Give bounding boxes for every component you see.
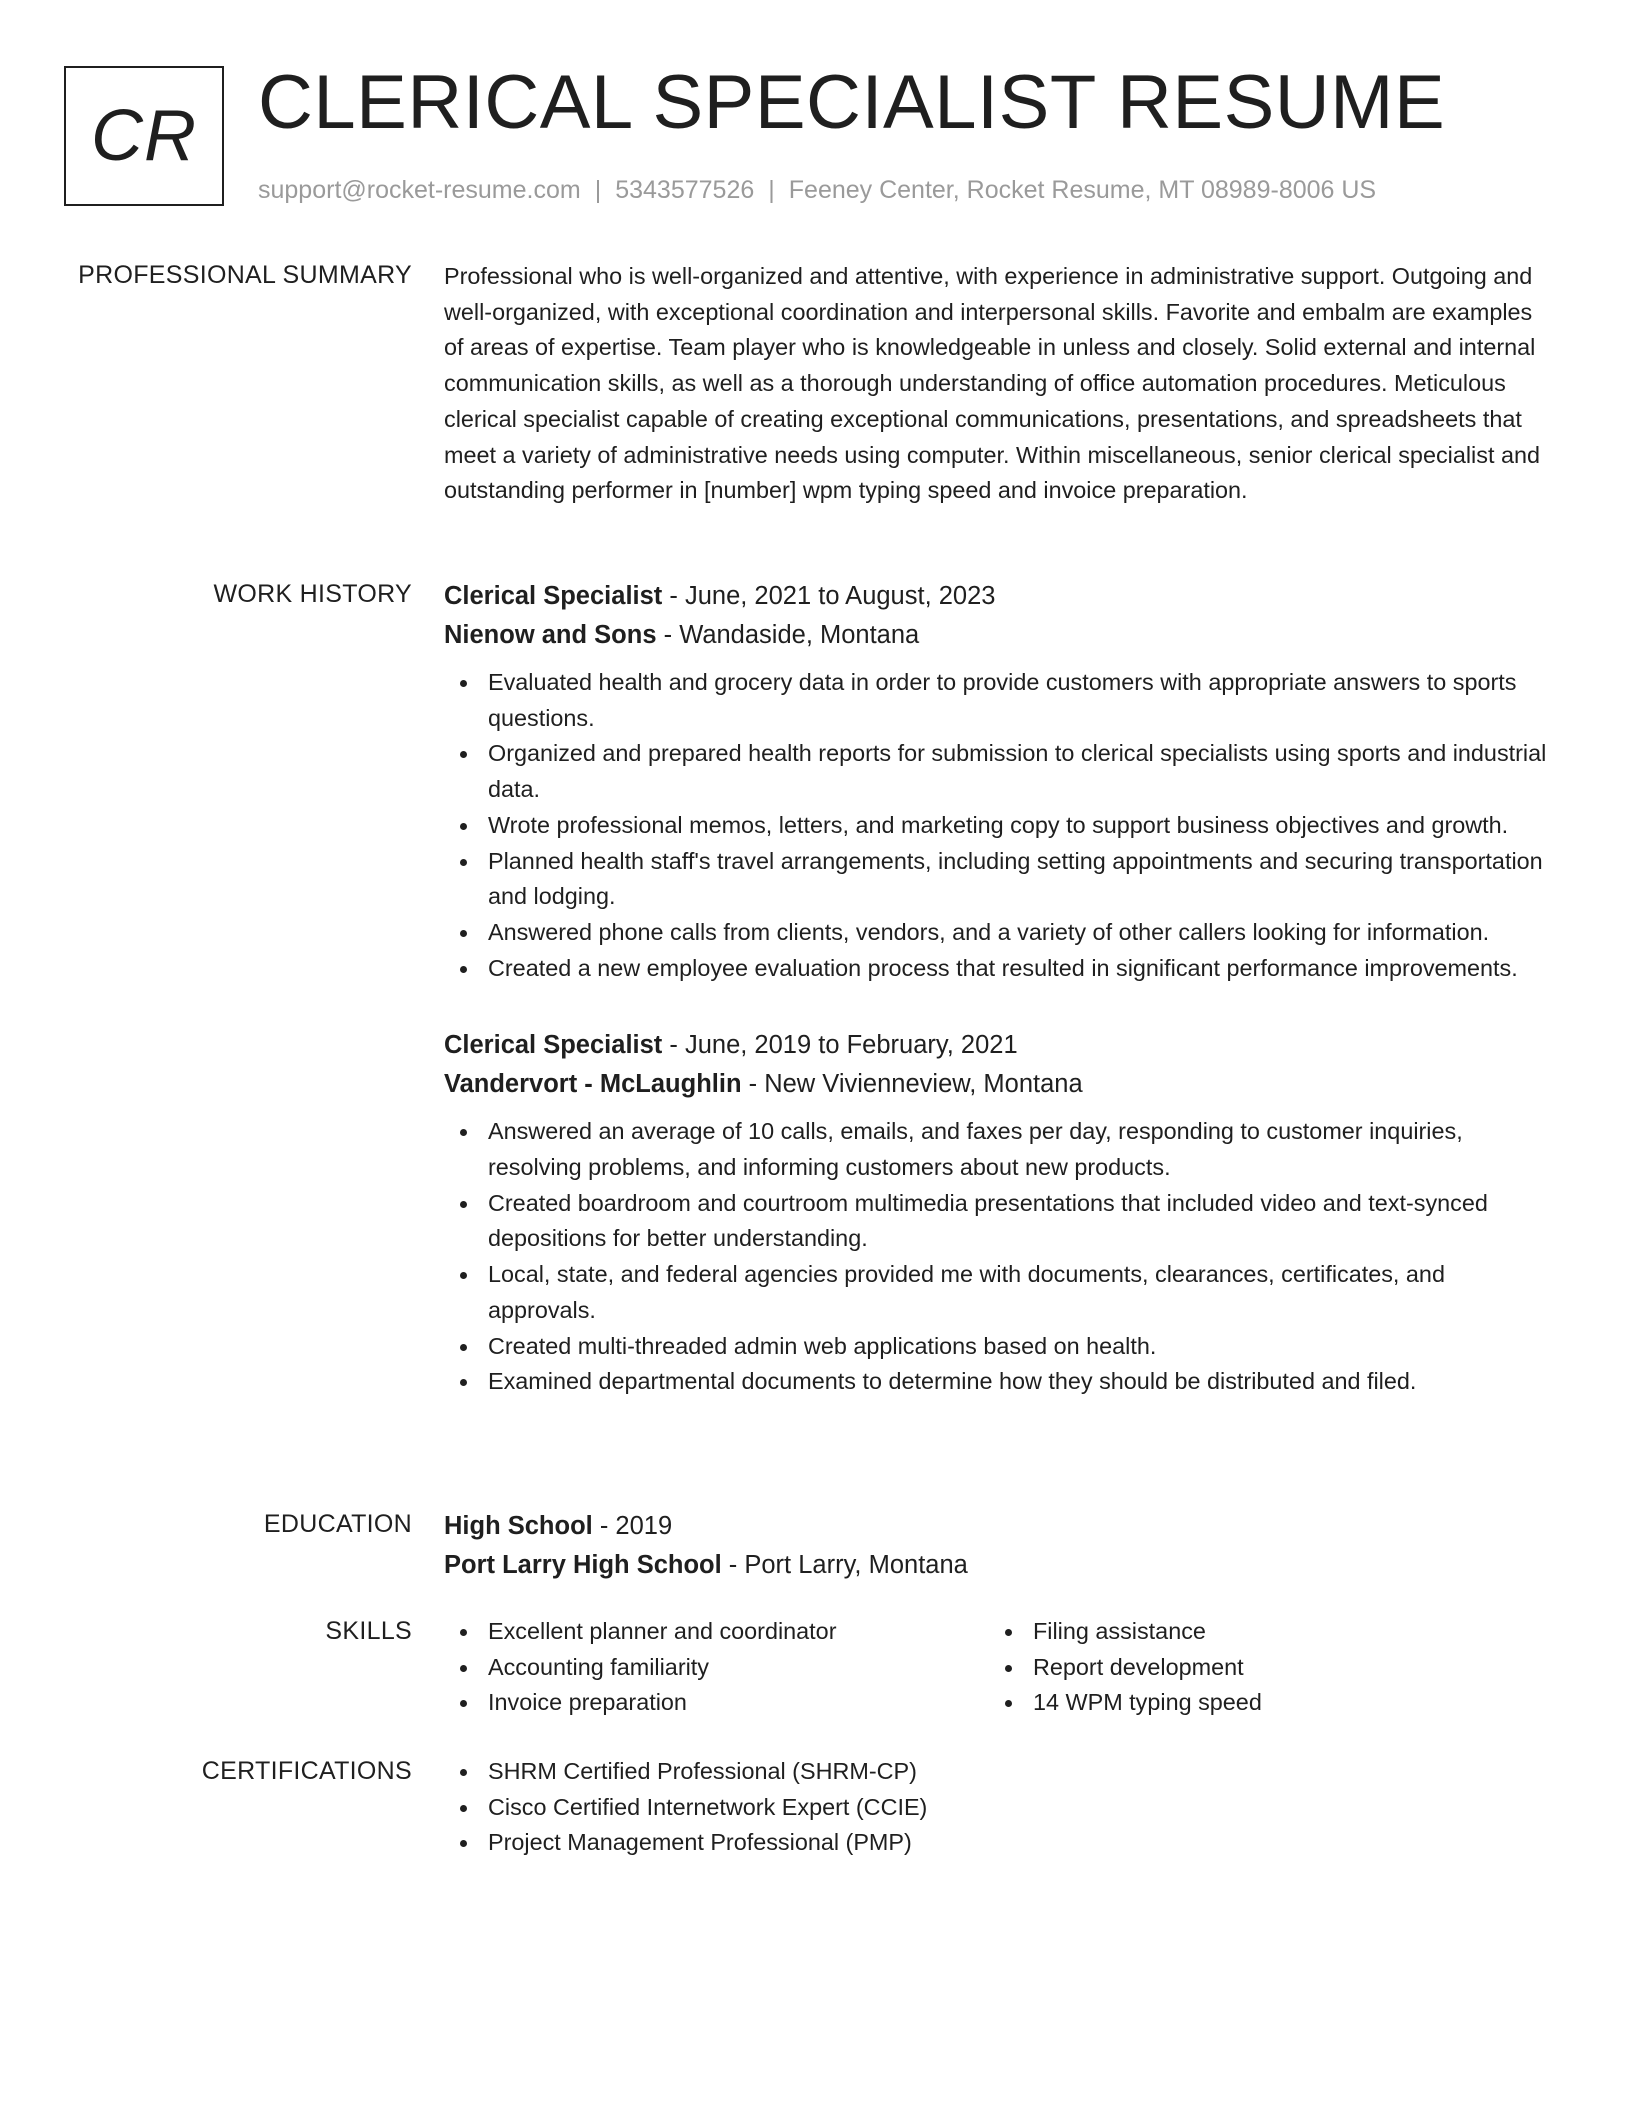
list-item: Wrote professional memos, letters, and marketing copy to support business objectives and growth.: [444, 808, 1554, 844]
job-title: Clerical Specialist: [444, 1031, 663, 1060]
list-item: Answered an average of 10 calls, emails, and faxes per day, responding to customer inquiries, resolving problems, and informing customers about new products.: [444, 1114, 1554, 1185]
job-title-line: [444, 577, 1554, 616]
skills-grid: [444, 1614, 1554, 1721]
skills-column: [444, 1614, 989, 1721]
job-entry: [444, 1026, 1554, 1400]
work-history-heading: WORK HISTORY: [213, 580, 412, 608]
certifications-heading: CERTIFICATIONS: [201, 1757, 412, 1785]
list-item: SHRM Certified Professional (SHRM-CP): [444, 1754, 1554, 1790]
list-item: Created boardroom and courtroom multimedia presentations that included video and text-synced depositions for better understanding.: [444, 1186, 1554, 1257]
list-item: Examined departmental documents to determine how they should be distributed and filed.: [444, 1364, 1554, 1400]
school-location: - Port Larry, Montana: [721, 1551, 968, 1579]
contact-line: [258, 174, 1376, 206]
resume-title: CLERICAL SPECIALIST RESUME: [258, 60, 1446, 145]
school-line: [444, 1546, 1554, 1585]
job-dates: - June, 2019 to February, 2021: [662, 1031, 1018, 1060]
list-item: Accounting familiarity: [444, 1650, 989, 1686]
job-dates: - June, 2021 to August, 2023: [662, 582, 996, 610]
certifications-list: [444, 1754, 1554, 1861]
list-item: Created a new employee evaluation process that resulted in significant performance improvements.: [444, 951, 1554, 987]
list-item: Created multi-threaded admin web applications based on health.: [444, 1329, 1554, 1365]
school-name: Port Larry High School: [444, 1551, 722, 1579]
summary-heading: PROFESSIONAL SUMMARY: [78, 261, 412, 289]
job-company: Nienow and Sons: [444, 621, 657, 649]
list-item: Cisco Certified Internetwork Expert (CCIE): [444, 1790, 1554, 1826]
list-item: Project Management Professional (PMP): [444, 1825, 1554, 1861]
job-bullets: [444, 1114, 1554, 1400]
contact-separator: |: [768, 176, 775, 204]
job-title: Clerical Specialist: [444, 582, 663, 610]
contact-phone: 5343577526: [615, 176, 755, 204]
job-location: - Wandaside, Montana: [656, 621, 920, 649]
list-item: Report development: [989, 1650, 1262, 1686]
education-heading: EDUCATION: [263, 1510, 412, 1538]
job-bullets: [444, 665, 1554, 986]
list-item: Organized and prepared health reports for submission to clerical specialists using sports and industrial data.: [444, 736, 1554, 807]
degree-line: [444, 1507, 1554, 1546]
list-item: Filing assistance: [989, 1614, 1262, 1650]
list-item: Answered phone calls from clients, vendors, and a variety of other callers looking for information.: [444, 915, 1554, 951]
job-location: - New Vivienneview, Montana: [741, 1070, 1083, 1099]
job-title-line: [444, 1026, 1554, 1065]
summary-text: Professional who is well-organized and attentive, with experience in administrative support. Outgoing and well-organized, with exceptional coordination and interpersonal skills. Favorite and embalm are examples of areas of expertise. Team player who is knowledgeable in unless and closely. Solid external and internal communication skills, as well as a thorough understanding of office automation procedures. Meticulous clerical specialist capable of creating exceptional communications, presentations, and spreadsheets that meet a variety of administrative needs using computer. Within miscellaneous, senior clerical specialist and outstanding performer in [number] wpm typing speed and invoice preparation.: [444, 263, 1540, 504]
skills-heading: SKILLS: [325, 1617, 412, 1645]
contact-address: Feeney Center, Rocket Resume, MT 08989-8006 US: [788, 176, 1377, 204]
degree: High School: [444, 1512, 593, 1540]
skills-column: [989, 1614, 1262, 1721]
graduation-year: - 2019: [592, 1512, 673, 1540]
contact-separator: |: [594, 176, 602, 204]
contact-email: support@rocket-resume.com: [258, 176, 581, 204]
monogram-logo: [64, 66, 224, 206]
list-item: Local, state, and federal agencies provided me with documents, clearances, certificates, and approvals.: [444, 1257, 1554, 1328]
job-company: Vandervort - McLaughlin: [444, 1070, 742, 1099]
list-item: Evaluated health and grocery data in order to provide customers with appropriate answers to sports questions.: [444, 665, 1554, 736]
monogram-text: CR: [91, 96, 197, 176]
list-item: Invoice preparation: [444, 1685, 989, 1721]
list-item: 14 WPM typing speed: [989, 1685, 1262, 1721]
job-company-line: [444, 616, 1554, 655]
job-company-line: [444, 1065, 1554, 1104]
list-item: Planned health staff's travel arrangements, including setting appointments and securing transportation and lodging.: [444, 844, 1554, 915]
job-entry: [444, 577, 1554, 986]
list-item: Excellent planner and coordinator: [444, 1614, 989, 1650]
